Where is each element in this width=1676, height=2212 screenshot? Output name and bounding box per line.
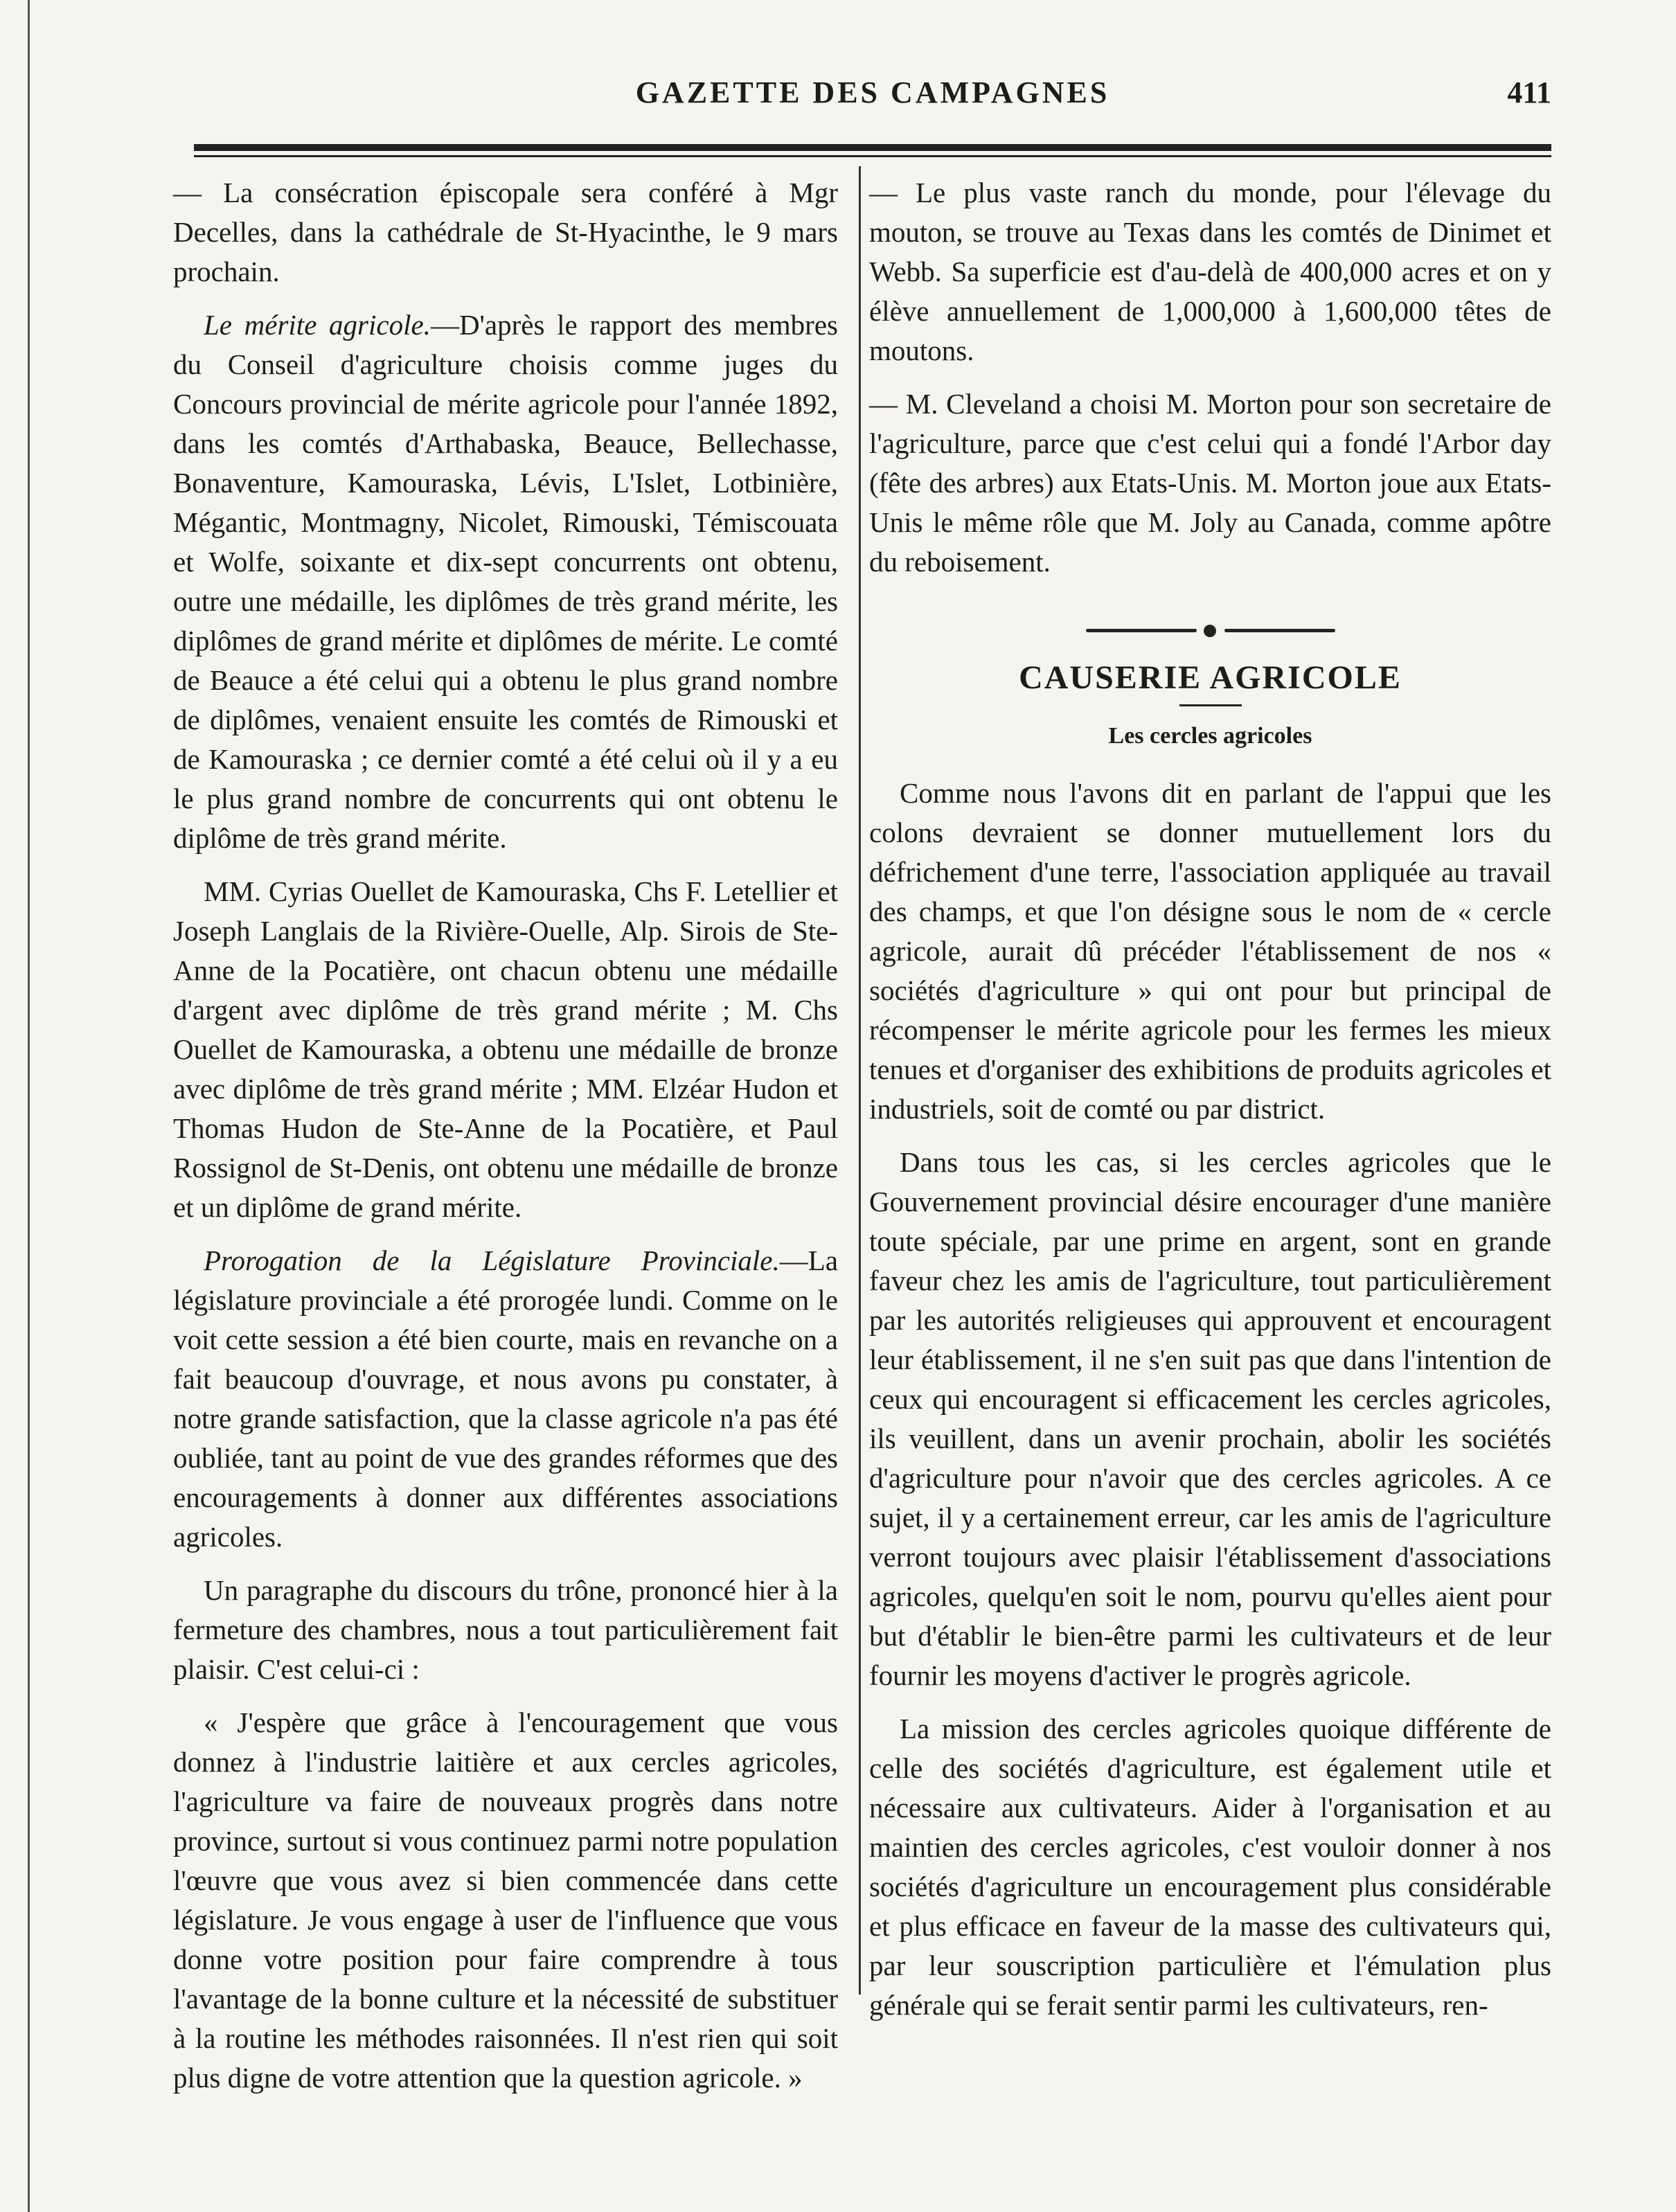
italic-lead: Le mérite agricole. xyxy=(204,309,431,341)
paragraph: MM. Cyrias Ouellet de Kamouraska, Chs F. Letellier et Joseph Langlais de la Rivière-Ouelle, Alp. Sirois de Ste-Anne de la Pocatière, ont chacun obtenu une médaille d'argent avec diplôme de très grand mérite ; M. Chs Ouellet de Kamouraska, a obtenu une médaille de bronze avec diplôme de très grand mérite ; MM. Elzéar Hudon et Thomas Hudon de Ste-Anne de la Pocatière, et Paul Rossignol de St-Denis, ont obtenu une médaille de bronze et un diplôme de grand mérite. xyxy=(173,875,838,1223)
italic-lead: Prorogation de la Législature Provinciale. xyxy=(204,1245,780,1276)
page-number: 411 xyxy=(1507,75,1551,109)
section-subtitle: Les cercles agricoles xyxy=(1108,723,1312,749)
paragraph-text: Le mérite agricole.—D'après le rapport des membres du Conseil d'agriculture choisis comme juges du Concours provincial de mérite agricole pour l'année 1892, dans les comtés d'Arthabaska, Beauce, Bellechasse, Bonaventure, Kamouraska, Lévis, L'Islet, Lotbinière, Mégantic, Montmagny, Nicolet, Rimouski, Témiscouata et Wolfe, soixante et dix-sept concurrents ont obtenu, outre une médaille, les diplômes de très grand mérite, les diplômes de grand mérite et diplômes de mérite. Le comté de Beauce a été celui qui a obtenu le plus grand nombre de diplômes, venaient ensuite les comtés de Rimouski et de Kamouraska ; ce dernier comté a été celui où il y a eu le plus grand nombre de concurrents qui ont obtenu le diplôme de très grand mérite. xyxy=(173,309,838,854)
ornament-divider xyxy=(1086,623,1335,637)
paragraph: Un paragraphe du discours du trône, prononcé hier à la fermeture des chambres, nous a tout particulièrement fait plaisir. C'est celui-ci : xyxy=(173,1574,838,1685)
section-title: CAUSERIE AGRICOLE xyxy=(1019,659,1402,696)
header-rule-thin xyxy=(194,155,1551,157)
paragraph: — La consécration épiscopale sera conféré à Mgr Decelles, dans la cathédrale de St-Hyacinthe, le 9 mars prochain. xyxy=(173,177,838,287)
running-title: GAZETTE DES CAMPAGNES xyxy=(635,75,1110,109)
right-column xyxy=(869,173,1551,2039)
column-divider xyxy=(859,166,861,1995)
header-rule-thick xyxy=(194,144,1551,151)
paragraph-merite-agricole xyxy=(173,305,838,858)
paragraph: Dans tous les cas, si les cercles agricoles que le Gouvernement provincial désire encourager d'une manière toute spéciale, par une prime en argent, sont en grande faveur chez les amis de l'agriculture, tout particulièrement par les autorités religieuses qui approuvent et encouragent leur établissement, il ne s'en suit pas que dans l'intention de ceux qui encouragent si efficacement les cercles agricoles, ils veuillent, dans un avenir prochain, abolir les sociétés d'agriculture pour n'avoir que des cercles agricoles. A ce sujet, il y a certainement erreur, car les amis de l'agriculture verront toujours avec plaisir l'établissement d'associations agricoles, quelqu'en soit le nom, pourvu qu'elles aient pour but d'établir le bien-être parmi les cultivateurs et de leur fournir les moyens d'activer le progrès agricole. xyxy=(869,1146,1551,1691)
paragraph-ranch: — Le plus vaste ranch du monde, pour l'élevage du mouton, se trouve au Texas dans les comtés de Dinimet et Webb. Sa superficie est d'au-delà de 400,000 acres et on y élève annuellement de 1,000,000 à 1,600,000 têtes de moutons. xyxy=(869,177,1551,366)
section-title-rule xyxy=(1179,704,1242,706)
binding-edge xyxy=(28,0,30,2212)
page-header xyxy=(194,69,1551,118)
paragraph-morton: — M. Cleveland a choisi M. Morton pour son secretaire de l'agriculture, parce que c'est celui qui a fondé l'Arbor day (fête des arbres) aux Etats-Unis. M. Morton joue aux Etats-Unis le même rôle que M. Joly au Canada, comme apôtre du reboisement. xyxy=(869,388,1551,578)
paragraph: La mission des cercles agricoles quoique différente de celle des sociétés d'agriculture, est également utile et nécessaire aux cultivateurs. Aider à l'organisation et au maintien des cercles agricoles, c'est vouloir donner à nos sociétés d'agriculture un encouragement plus considérable et plus efficace en faveur de la masse des cultivateurs qui, par leur souscription particulière et l'émulation plus générale qui se ferait sentir parmi les cultivateurs, ren- xyxy=(869,1713,1551,2021)
paragraph-prorogation xyxy=(173,1241,838,1557)
quoted-speech: « J'espère que grâce à l'encouragement que vous donnez à l'industrie laitière et aux cercles agricoles, l'agriculture va faire de nouveaux progrès dans notre province, surtout si vous continuez parmi notre population l'œuvre que vous avez si bien commencée dans cette législature. Je vous engage à user de l'influence que vous donne votre position pour faire comprendre à tous l'avantage de la bonne culture et la nécessité de substituer à la routine les méthodes raisonnées. Il n'est rien qui soit plus digne de votre attention que la question agricole. » xyxy=(173,1706,838,2094)
paragraph-text: Prorogation de la Législature Provinciale.—La législature provinciale a été prorogée lundi. Comme on le voit cette session a été bien courte, mais en revanche on a fait beaucoup d'ouvrage, et nous avons pu constater, à notre grande satisfaction, que la classe agricole n'a pas été oubliée, tant au point de vue des grandes réformes que des encouragements à donner aux différentes associations agricoles. xyxy=(173,1245,838,1553)
left-column xyxy=(173,173,838,2112)
paragraph: Comme nous l'avons dit en parlant de l'appui que les colons devraient se donner mutuellement lors du défrichement d'une terre, l'association appliquée au travail des champs, et que l'on désigne sous le nom de « cercle agricole, aurait dû précéder l'établissement de nos « sociétés d'agriculture » qui ont pour but principal de récompenser le mérite agricole pour les fermes les mieux tenues et d'organiser des exhibitions de produits agricoles et industriels, soit de comté ou par district. xyxy=(869,777,1551,1125)
